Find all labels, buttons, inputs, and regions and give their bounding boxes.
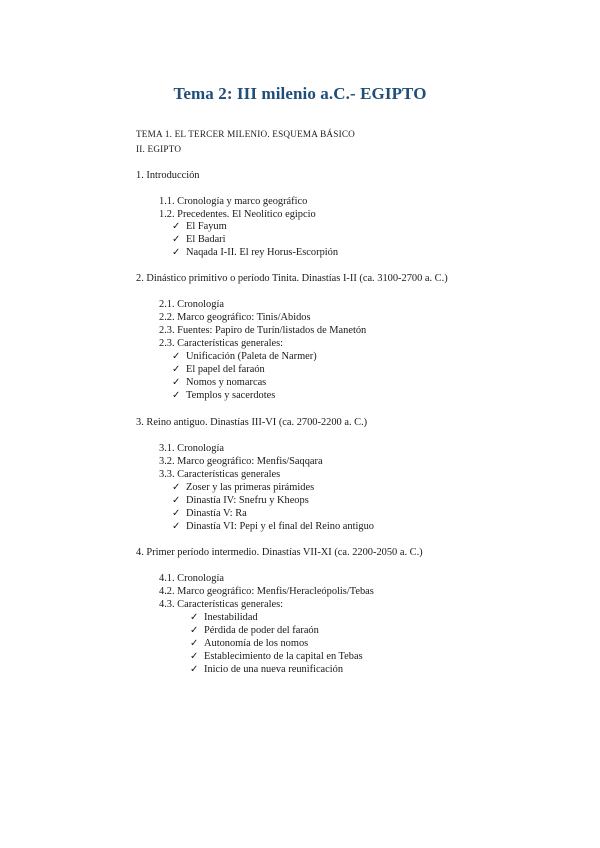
section-4-bullet-2 [190,625,319,637]
section-1-item-2: 1.2. Precedentes. El Neolítico egipcio [159,209,316,220]
check-icon: ✓ [190,664,199,675]
section-2-item-3: 2.3. Fuentes: Papiro de Turín/listados de Manetón [159,325,367,336]
bullet-text: El papel del faraón [186,364,265,375]
bullet-text: El Badari [186,234,226,245]
section-2-bullet-4 [172,390,275,402]
section-2-item-2: 2.2. Marco geográfico: Tinis/Abidos [159,312,311,323]
section-4-heading: 4. Primer período intermedio. Dinastías VII-XI (ca. 2200-2050 a. C.) [136,547,423,558]
header-line-2: II. EGIPTO [136,144,182,154]
check-icon: ✓ [172,247,181,258]
check-icon: ✓ [172,364,181,375]
section-1-bullet-2 [172,234,226,246]
bullet-text: El Fayum [186,221,227,232]
section-3-heading: 3. Reino antiguo. Dinastías III-VI (ca. 2700-2200 a. C.) [136,417,368,428]
section-3-bullet-1 [172,482,314,494]
section-1-heading: 1. Introducción [136,170,200,181]
section-3-bullet-4 [172,521,374,533]
check-icon: ✓ [172,521,181,532]
check-icon: ✓ [190,612,199,623]
section-2-item-1: 2.1. Cronología [159,299,224,310]
bullet-text: Inicio de una nueva reunificación [204,664,344,675]
section-1-item-1: 1.1. Cronología y marco geográfico [159,196,308,207]
check-icon: ✓ [172,351,181,362]
bullet-text: Establecimiento de la capital en Tebas [204,651,363,662]
section-4-item-1: 4.1. Cronología [159,573,224,584]
bullet-text: Dinastía IV: Snefru y Kheops [186,495,309,506]
bullet-text: Autonomía de los nomos [204,638,309,649]
section-2-heading: 2. Dinástico primitivo o período Tinita. Dinastías I-II (ca. 3100-2700 a. C.) [136,273,448,284]
section-4-bullet-1 [190,612,258,624]
section-2-bullet-3 [172,377,266,389]
bullet-text: Zoser y las primeras pirámides [186,482,315,493]
section-1-bullet-1 [172,221,227,233]
section-3-item-3: 3.3. Características generales [159,469,281,480]
section-2-item-4: 2.3. Características generales: [159,338,284,349]
section-3-bullet-3 [172,508,247,520]
section-3-bullet-2 [172,495,309,507]
check-icon: ✓ [190,625,199,636]
section-4-bullet-3 [190,638,308,650]
bullet-text: Naqada I-II. El rey Horus-Escorpión [186,247,339,258]
section-2-bullet-1 [172,351,317,363]
page-title: Tema 2: III milenio a.C.- EGIPTO [173,84,427,103]
check-icon: ✓ [172,482,181,493]
section-1-bullet-3 [172,247,338,259]
check-icon: ✓ [172,508,181,519]
header-line-1: TEMA 1. EL TERCER MILENIO. ESQUEMA BÁSICO [136,129,356,139]
section-2-bullet-2 [172,364,265,376]
section-4-item-3: 4.3. Características generales: [159,599,284,610]
check-icon: ✓ [190,638,199,649]
bullet-text: Unificación (Paleta de Narmer) [186,351,317,362]
check-icon: ✓ [190,651,199,662]
bullet-text: Templos y sacerdotes [186,390,276,401]
check-icon: ✓ [172,390,181,401]
section-3-item-2: 3.2. Marco geográfico: Menfis/Saqqara [159,456,323,467]
check-icon: ✓ [172,495,181,506]
section-4-bullet-4 [190,651,363,663]
bullet-text: Dinastía V: Ra [186,508,247,519]
section-4-item-2: 4.2. Marco geográfico: Menfis/Heracleópolis/Tebas [159,586,374,597]
section-4-bullet-5 [190,664,343,676]
check-icon: ✓ [172,234,181,245]
bullet-text: Inestabilidad [204,612,258,623]
bullet-text: Nomos y nomarcas [186,377,267,388]
bullet-text: Pérdida de poder del faraón [204,625,319,636]
section-3-item-1: 3.1. Cronología [159,443,224,454]
bullet-text: Dinastía VI: Pepi y el final del Reino antiguo [186,521,374,532]
check-icon: ✓ [172,377,181,388]
check-icon: ✓ [172,221,181,232]
